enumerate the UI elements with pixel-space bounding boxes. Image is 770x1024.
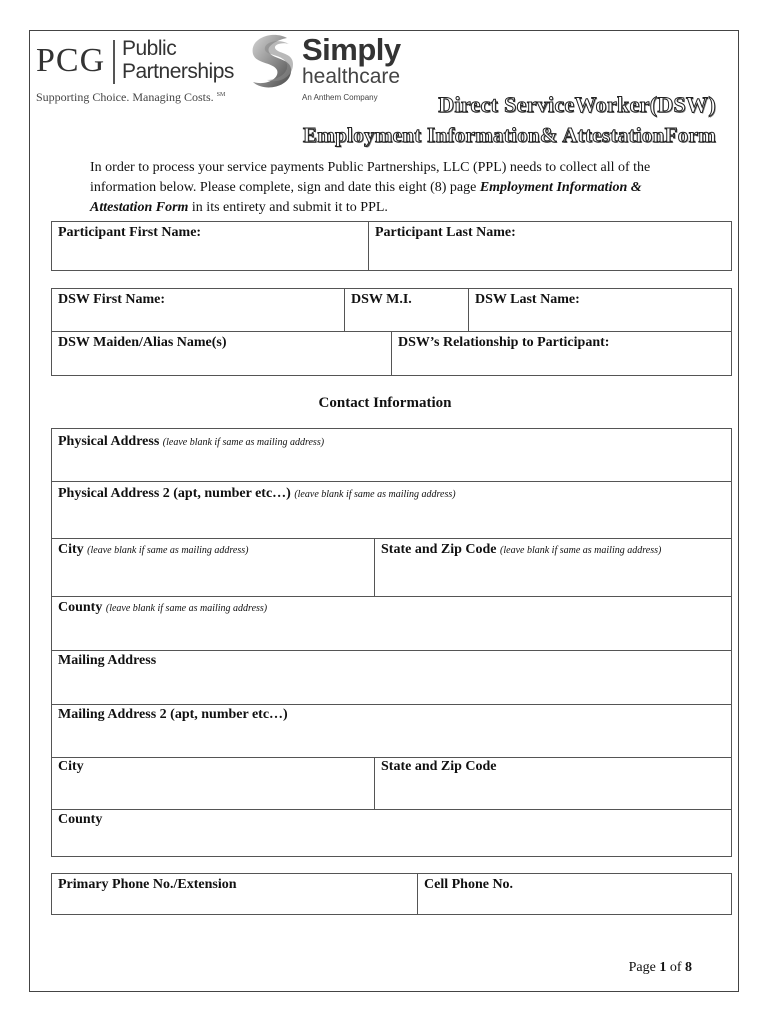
intro-paragraph [90, 158, 690, 218]
cell-phone-label: Cell Phone No. [424, 877, 514, 892]
dsw-first-name-field[interactable] [51, 288, 345, 332]
simply-healthcare-logo [243, 30, 411, 110]
dsw-mi-field[interactable] [344, 288, 469, 332]
participant-last-name-field[interactable] [368, 221, 732, 271]
pcg-logo-mark: PCG [36, 42, 106, 79]
mailing-city-label: City [58, 759, 84, 774]
mailing-city-field[interactable] [51, 757, 375, 810]
physical-state-zip-field[interactable] [374, 538, 732, 597]
dsw-relationship-field[interactable] [391, 331, 732, 376]
dsw-last-name-field[interactable] [468, 288, 732, 332]
physical-county-note: (leave blank if same as mailing address) [105, 603, 268, 614]
physical-city-field[interactable] [51, 538, 375, 597]
logo-divider [113, 40, 115, 84]
physical-address2-label-text: Physical Address 2 (apt, number etc…) [58, 486, 291, 501]
participant-last-name-label: Participant Last Name: [375, 225, 516, 240]
physical-state-zip-note: (leave blank if same as mailing address) [500, 545, 662, 556]
physical-address-field[interactable] [51, 428, 732, 482]
mailing-address-label: Mailing Address [58, 653, 157, 668]
pcg-logo-public: Public [122, 37, 177, 60]
dsw-maiden-name-label: DSW Maiden/Alias Name(s) [58, 335, 227, 350]
pcg-tagline-text: Supporting Choice. Managing Costs. [36, 90, 214, 104]
physical-city-note: (leave blank if same as mailing address) [87, 545, 249, 556]
primary-phone-field[interactable] [51, 873, 418, 915]
intro-text-after: in its entirety and submit it to PPL. [188, 200, 388, 215]
mailing-address2-field[interactable] [51, 704, 732, 758]
physical-county-field[interactable] [51, 596, 732, 651]
form-title-line2: Employment Information& AttestationForm [303, 123, 716, 147]
physical-address-label [58, 434, 324, 450]
primary-phone-label: Primary Phone No./Extension [58, 877, 237, 892]
mailing-county-label: County [58, 812, 103, 827]
physical-city-label-text: City [58, 542, 84, 557]
intro-form-name: Employment Information & Attestation Form [90, 180, 642, 215]
pcg-tagline [36, 90, 225, 105]
physical-address-label-text: Physical Address [58, 434, 160, 449]
mailing-state-zip-field[interactable] [374, 757, 732, 810]
physical-county-label-text: County [58, 600, 103, 615]
page-of: of [666, 960, 685, 975]
physical-city-label [58, 542, 248, 558]
dsw-mi-label: DSW M.I. [351, 292, 412, 307]
pcg-tm-mark: SM [216, 92, 226, 98]
participant-first-name-label: Participant First Name: [58, 225, 202, 240]
cell-phone-field[interactable] [417, 873, 732, 915]
mailing-county-field[interactable] [51, 809, 732, 857]
dsw-relationship-label: DSW’s Relationship to Participant: [398, 335, 610, 350]
page-number [629, 960, 692, 976]
mailing-state-zip-label: State and Zip Code [381, 759, 497, 774]
simply-logo-healthcare: healthcare [302, 65, 401, 88]
physical-address2-note: (leave blank if same as mailing address) [294, 489, 456, 500]
mailing-address-field[interactable] [51, 650, 732, 705]
dsw-last-name-label: DSW Last Name: [475, 292, 580, 307]
contact-information-heading: Contact Information [318, 395, 452, 411]
dsw-first-name-label: DSW First Name: [58, 292, 166, 307]
intro-text-before: In order to process your service payments Public Partnerships, LLC (PPL) needs to collect all of the information below. Please complete, sign and date this eight (8) page [90, 160, 651, 195]
pcg-logo-partnerships: Partnerships [122, 60, 234, 83]
simply-swirl-icon [243, 32, 299, 92]
page-prefix: Page [628, 960, 660, 975]
form-title-line1: Direct ServiceWorker(DSW) [438, 92, 716, 117]
physical-address2-label [58, 486, 456, 502]
page-total: 8 [685, 960, 692, 975]
physical-state-zip-label [381, 542, 661, 558]
physical-address2-field[interactable] [51, 481, 732, 539]
mailing-address2-label: Mailing Address 2 (apt, number etc…) [58, 707, 288, 722]
physical-county-label [58, 600, 267, 616]
page-current: 1 [659, 960, 667, 975]
physical-state-zip-label-text: State and Zip Code [381, 542, 497, 557]
dsw-maiden-name-field[interactable] [51, 331, 392, 376]
simply-logo-anthem: An Anthem Company [302, 93, 378, 102]
simply-logo-word: Simply [302, 32, 401, 67]
physical-address-note: (leave blank if same as mailing address) [162, 437, 325, 448]
participant-first-name-field[interactable] [51, 221, 369, 271]
